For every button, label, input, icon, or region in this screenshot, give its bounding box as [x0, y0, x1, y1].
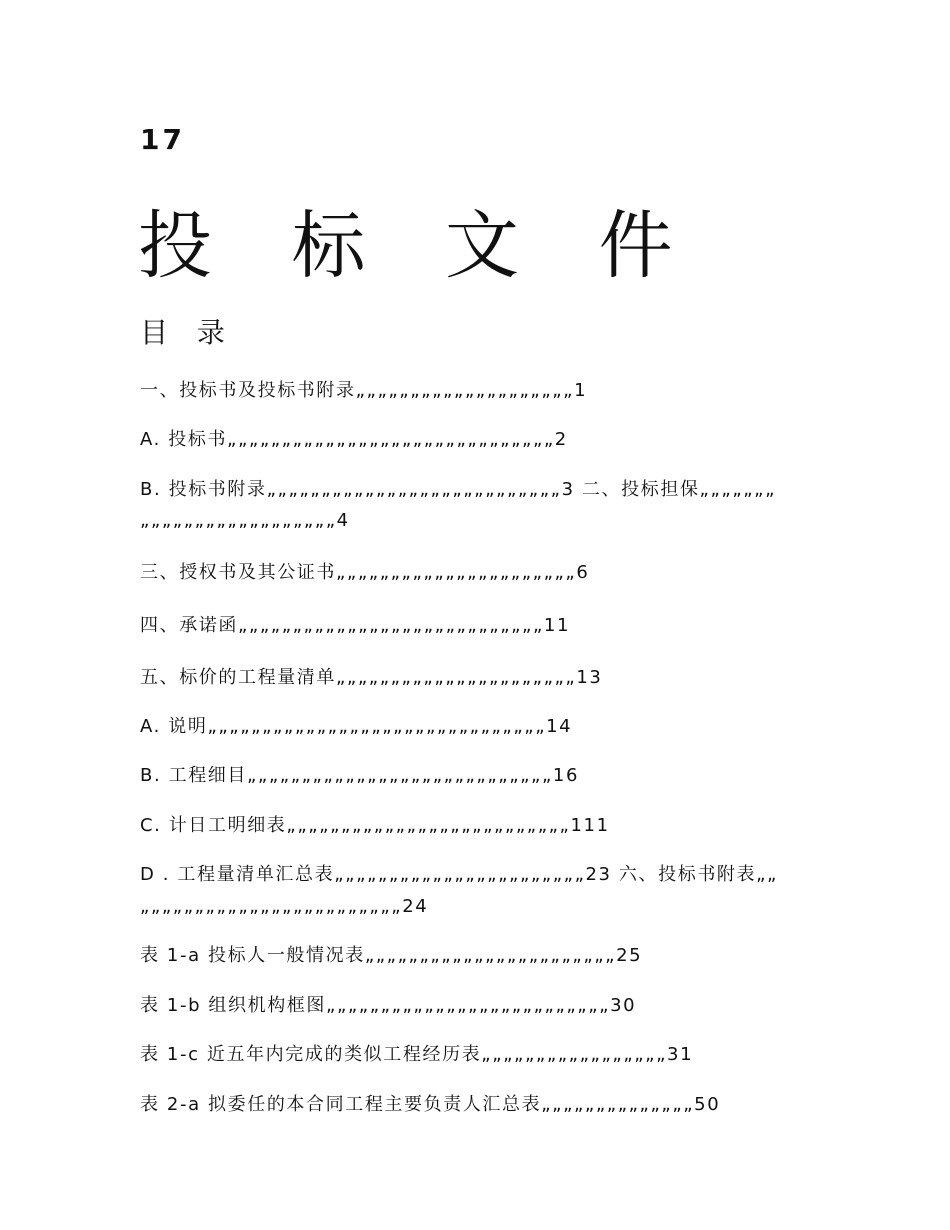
- toc-entry: 表 1-b 组织机构框图„„„„„„„„„„„„„„„„„„„„„„„„„„30: [140, 995, 637, 1016]
- toc-entry: 五、标价的工程量清单„„„„„„„„„„„„„„„„„„„„„„13: [140, 667, 603, 688]
- toc-entry: 表 1-a 投标人一般情况表„„„„„„„„„„„„„„„„„„„„„„„25: [140, 945, 643, 966]
- toc-entry: 一、投标书及投标书附录„„„„„„„„„„„„„„„„„„„„1: [140, 380, 588, 401]
- document-title: 投 标 文 件: [138, 203, 701, 289]
- toc-entry: C. 计日工明细表„„„„„„„„„„„„„„„„„„„„„„„„„„111: [140, 815, 610, 836]
- toc-entry-continuation: „„„„„„„„„„„„„„„„„„4: [140, 510, 350, 531]
- toc-entry: A. 投标书„„„„„„„„„„„„„„„„„„„„„„„„„„„„„„2: [140, 429, 568, 450]
- toc-entry: 表 2-a 拟委任的本合同工程主要负责人汇总表„„„„„„„„„„„„„„50: [140, 1094, 721, 1115]
- toc-entry: B. 投标书附录„„„„„„„„„„„„„„„„„„„„„„„„„„„3 二、投标担保„„„„„„„: [140, 479, 777, 500]
- toc-entry: 四、承诺函„„„„„„„„„„„„„„„„„„„„„„„„„„„„11: [140, 615, 571, 636]
- toc-entry: B. 工程细目„„„„„„„„„„„„„„„„„„„„„„„„„„„„16: [140, 765, 580, 786]
- toc-entry: A. 说明„„„„„„„„„„„„„„„„„„„„„„„„„„„„„„„14: [140, 716, 573, 737]
- toc-entry: D . 工程量清单汇总表„„„„„„„„„„„„„„„„„„„„„„„23 六、投标书附表„„: [140, 864, 778, 885]
- toc-entry: 表 1-c 近五年内完成的类似工程经历表„„„„„„„„„„„„„„„„„31: [140, 1044, 694, 1065]
- page-number: 17: [140, 123, 185, 156]
- toc-entry-continuation: „„„„„„„„„„„„„„„„„„„„„„„„24: [140, 896, 429, 917]
- toc-entry: 三、授权书及其公证书„„„„„„„„„„„„„„„„„„„„„„6: [140, 562, 590, 583]
- toc-heading: 目 录: [140, 316, 235, 349]
